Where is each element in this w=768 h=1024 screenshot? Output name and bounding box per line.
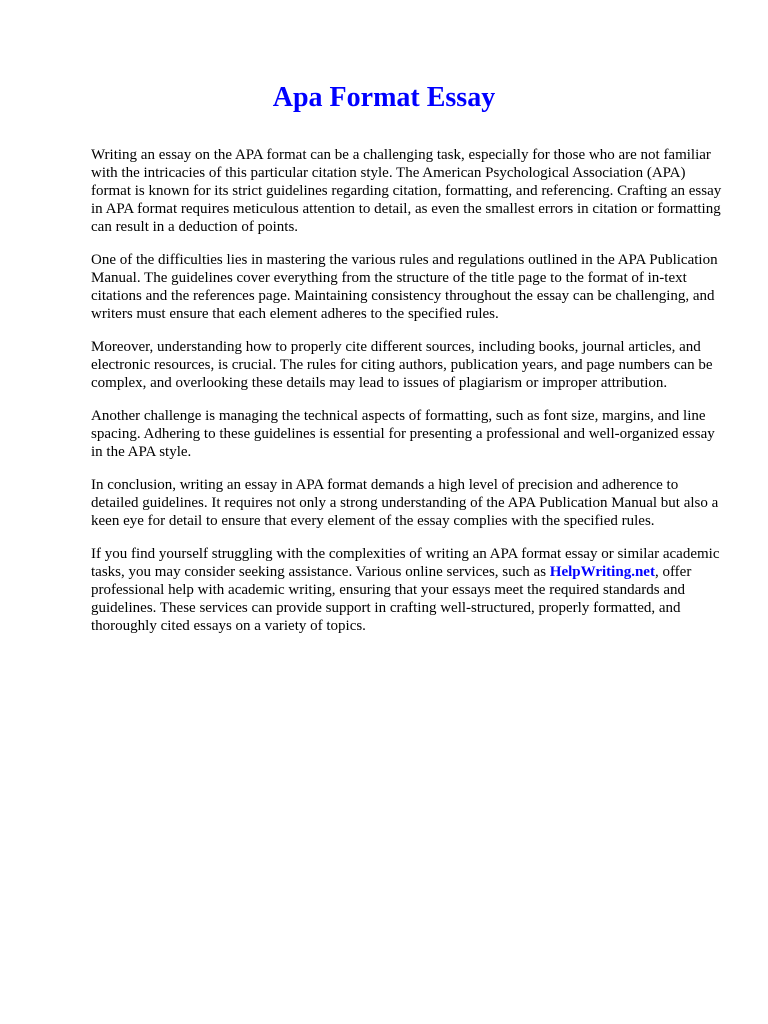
paragraph-6-text-before-link: If you find yourself struggling with the complexities of writing an APA format essay or similar academic tasks, you may consider seeking assistance. Various online services, such as xyxy=(91,546,720,580)
paragraph-4: Another challenge is managing the technical aspects of formatting, such as font size, margins, and line spacing. Adhering to these guidelines is essential for presenting a professional and well-organized essay in the APA style. xyxy=(91,408,715,460)
document-body xyxy=(91,146,723,650)
paragraph-5: In conclusion, writing an essay in APA format demands a high level of precision and adherence to detailed guidelines. It requires not only a strong understanding of the APA Publication Manual but also a keen eye for detail to ensure that every element of the essay complies with the specified rules. xyxy=(91,477,719,529)
paragraph-1: Writing an essay on the APA format can be a challenging task, especially for those who are not familiar with the intricacies of this particular citation style. The American Psychological Association (APA) format is known for its strict guidelines regarding citation, formatting, and referencing. Crafting an essay in APA format requires meticulous attention to detail, as even the smallest errors in citation or formatting can result in a deduction of points. xyxy=(91,147,722,235)
helpwriting-link[interactable]: HelpWriting.net xyxy=(549,564,655,580)
paragraph-6-text-after-link: , offer professional help with academic writing, ensuring that your essays meet the required standards and guidelines. These services can provide support in crafting well-structured, properly formatted, and thoroughly cited essays on a variety of topics. xyxy=(91,564,692,634)
paragraph-3: Moreover, understanding how to properly cite different sources, including books, journal articles, and electronic resources, is crucial. The rules for citing authors, publication years, and page numbers can be complex, and overlooking these details may lead to issues of plagiarism or improper attribution. xyxy=(91,339,713,391)
paragraph-6 xyxy=(91,545,723,635)
page-title: Apa Format Essay xyxy=(272,82,496,113)
paragraph-2: One of the difficulties lies in mastering the various rules and regulations outlined in the APA Publication Manual. The guidelines cover everything from the structure of the title page to the format of in-text citations and the references page. Maintaining consistency throughout the essay can be challenging, and writers must ensure that each element adheres to the specified rules. xyxy=(91,252,718,322)
